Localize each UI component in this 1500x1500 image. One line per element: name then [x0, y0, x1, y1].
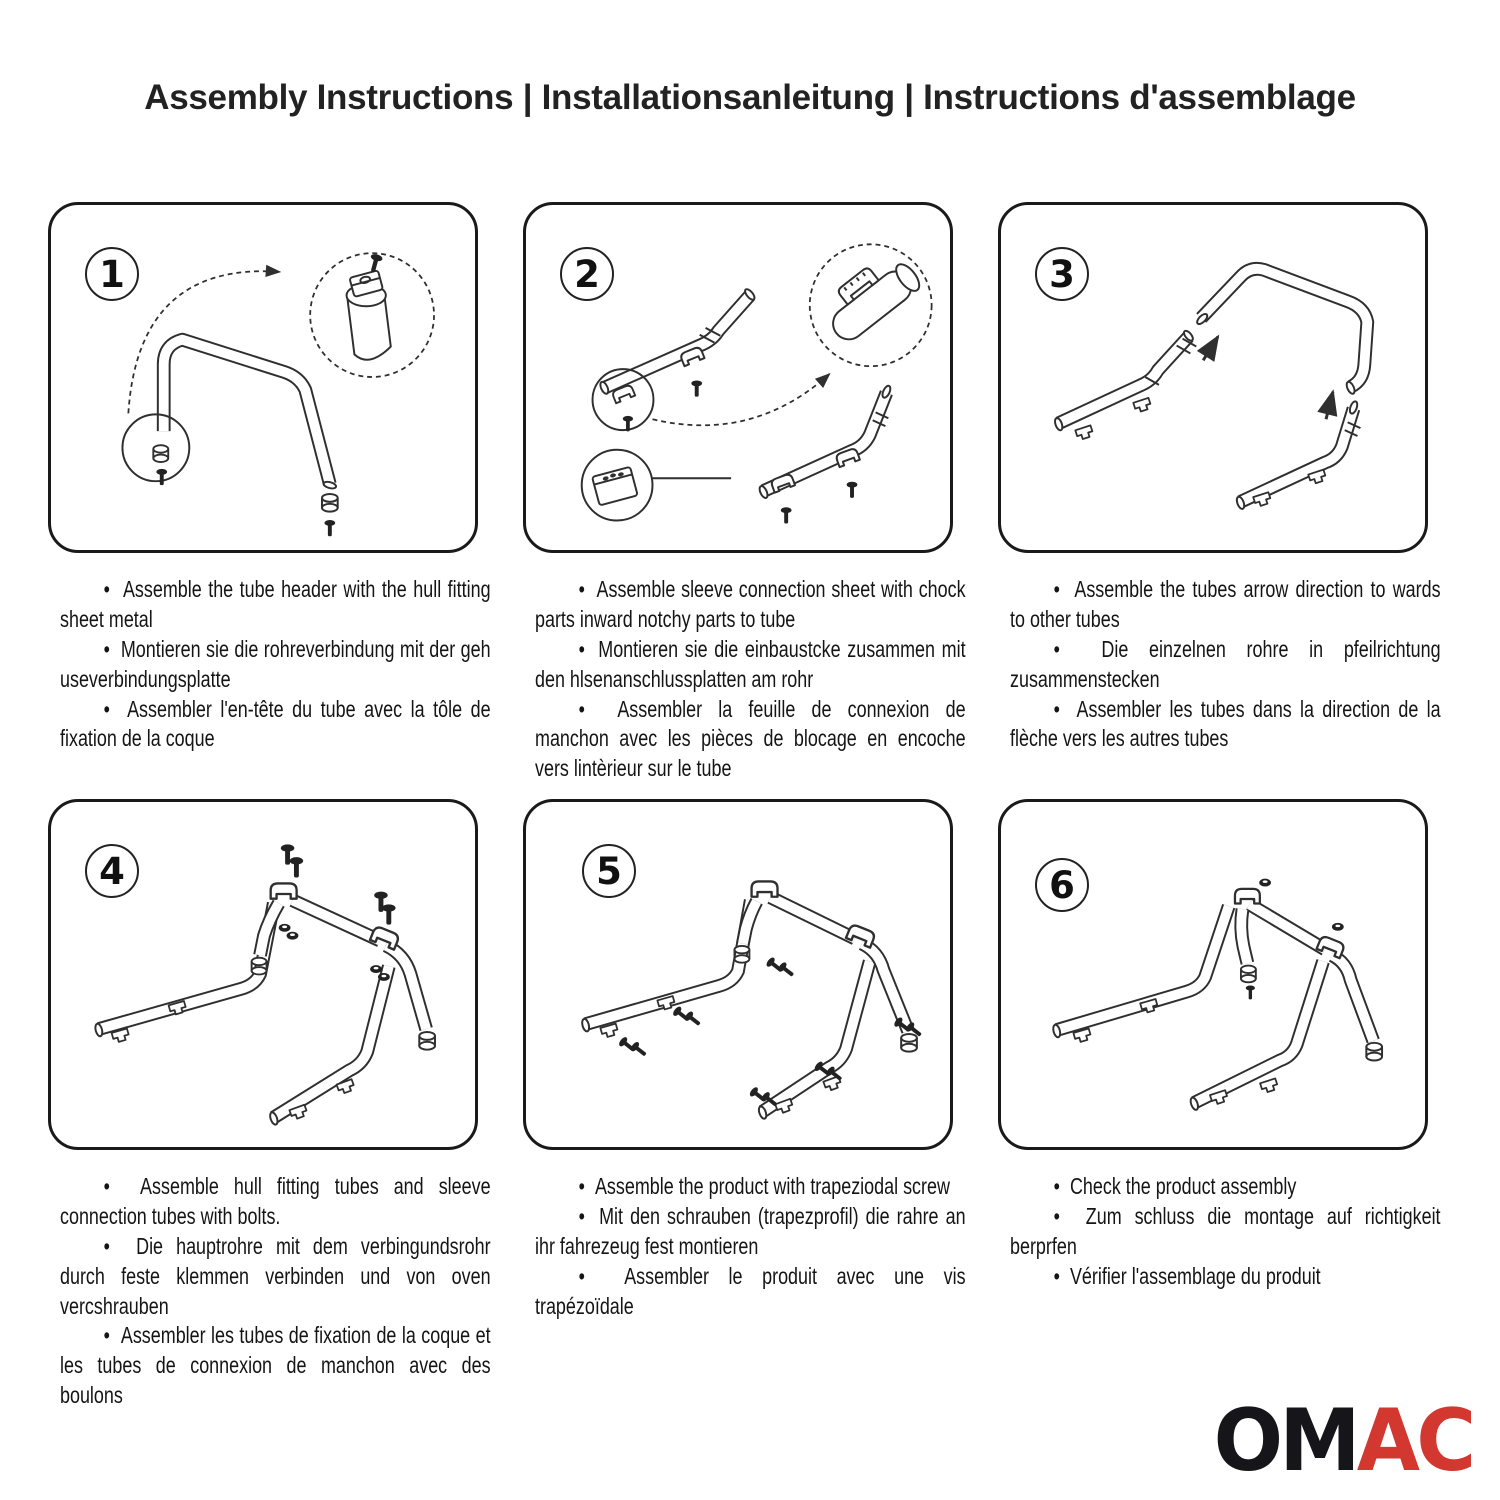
step-3-caption [1010, 575, 1441, 793]
screw-icon [1246, 986, 1255, 1000]
clamp-icon [1235, 889, 1260, 904]
clamp-icon [370, 926, 400, 950]
main-tube-icon [164, 340, 337, 490]
bullet-fr: • Assembler les tubes de fixation de la coque et les tubes de connexion de manchon avec des boulons [60, 1321, 491, 1411]
step-6 [998, 799, 1441, 1411]
foot-bracket-icon [1075, 425, 1093, 440]
logo-text-red: AC [1356, 1391, 1472, 1491]
step-number-badge [1035, 247, 1089, 301]
step-number-badge [1035, 858, 1089, 912]
lower-tube-icon [1235, 400, 1360, 510]
step-number: 6 [1049, 863, 1075, 907]
step-5-caption [535, 1172, 966, 1390]
direction-arrow [1203, 337, 1218, 361]
steps-grid [0, 118, 1500, 1411]
step-number: 1 [99, 252, 125, 296]
step-5 [523, 799, 966, 1411]
screw-icon [781, 507, 792, 523]
step-number: 3 [1049, 252, 1075, 296]
screw-icon [324, 520, 335, 536]
bullet-de: • Montieren sie die einbaustcke zusammen mit den hlsenanschlussplatten am rohr [535, 635, 966, 695]
screw-icon [367, 253, 383, 273]
bullet-en: • Assemble the tubes arrow direction to wards to other tubes [1010, 575, 1441, 635]
step-6-panel [998, 799, 1428, 1150]
cap-icon [901, 1034, 917, 1052]
bullet-fr: • Assembler le produit avec une vis trapézoïdale [535, 1262, 966, 1322]
screw-pair-icon [765, 956, 796, 979]
step-6-diagram [1001, 802, 1425, 1147]
step-2-caption [535, 575, 966, 793]
step-1 [48, 202, 491, 793]
clamp-icon [271, 883, 297, 898]
nut-icon [279, 924, 291, 932]
bullet-fr: • Assembler la feuille de connexion de manchon avec les pièces de blocage en encoche vers lintèrieur sur le tube [535, 695, 966, 785]
step-6-caption [1010, 1172, 1441, 1390]
bullet-de: • Zum schluss die montage auf richtigkeit berprfen [1010, 1202, 1441, 1262]
nut-icon [378, 973, 390, 981]
left-tube-icon [1054, 329, 1197, 431]
guide-arrow [652, 374, 829, 425]
step-number: 4 [99, 849, 125, 893]
screw-icon [156, 469, 167, 485]
bullet-en: • Assemble the product with trapeziodal screw [535, 1172, 966, 1202]
foot-bracket-icon [1133, 398, 1151, 413]
screw-pair-icon [618, 1036, 649, 1059]
bullet-de: • Montieren sie die rohreverbindung mit der geh useverbindungsplatte [60, 635, 491, 695]
step-number: 2 [574, 252, 600, 296]
step-number: 5 [596, 849, 622, 893]
step-4 [48, 799, 491, 1411]
step-3 [998, 202, 1441, 793]
bullet-fr: • Vérifier l'assemblage du produit [1010, 1262, 1441, 1292]
rollbar-assembly-icon [1052, 904, 1373, 1111]
bullet-en: • Assemble sleeve connection sheet with chock parts inward notchy parts to tube [535, 575, 966, 635]
nut-icon [1259, 879, 1271, 887]
nut-icon [1332, 923, 1344, 931]
direction-arrow [1326, 392, 1333, 420]
step-2-panel [523, 202, 953, 553]
step-4-caption [60, 1172, 491, 1411]
bullet-en: • Assemble the tube header with the hull fitting sheet metal [60, 575, 491, 635]
screw-icon [847, 482, 858, 498]
nut-icon [287, 932, 299, 940]
top-tube-icon [1195, 269, 1367, 395]
clamp-icon [752, 881, 778, 896]
cap-icon [1366, 1043, 1382, 1061]
cap-icon [419, 1032, 435, 1050]
bolt-icon [290, 857, 304, 877]
bullet-fr: • Assembler l'en-tête du tube avec la tôle de fixation de la coque [60, 695, 491, 755]
nut-icon [370, 965, 382, 973]
step-5-panel [523, 799, 953, 1150]
bullet-de: • Die hauptrohre mit dem verbingundsrohr durch feste klemmen verbinden und von oven vercshrauben [60, 1232, 491, 1322]
cap-icon [153, 445, 168, 462]
upper-tube-icon [599, 288, 756, 395]
cap-icon [322, 494, 338, 512]
tube-end-detail [347, 253, 391, 360]
step-1-caption [60, 575, 491, 793]
step-number-badge [85, 844, 139, 898]
logo-text-black: OM [1213, 1391, 1357, 1491]
step-3-panel [998, 202, 1428, 553]
step-2 [523, 202, 966, 793]
foot-bracket-icon [1260, 1078, 1278, 1093]
bullet-fr: • Assembler les tubes dans la direction de la flèche vers les autres tubes [1010, 695, 1441, 755]
page-title: Assembly Instructions | Installationsanleitung | Instructions d'assemblage [144, 78, 1356, 117]
step-number-badge [560, 247, 614, 301]
bolt-icon [382, 904, 396, 924]
sleeve-plate-icon [592, 467, 638, 506]
step-number-badge [85, 247, 139, 301]
step-1-panel [48, 202, 478, 553]
cap-icon [1241, 966, 1256, 983]
bullet-de: • Die einzelnen rohre in pfeilrichtung zusammenstecken [1010, 635, 1441, 695]
bullet-de: • Mit den schrauben (trapezprofil) die rahre an ihr fahrezeug fest montieren [535, 1202, 966, 1262]
clamp-on-tube-detail [816, 246, 924, 345]
screw-pair-icon [672, 1005, 703, 1028]
bullet-en: • Assemble hull fitting tubes and sleeve connection tubes with bolts. [60, 1172, 491, 1232]
step-4-panel [48, 799, 478, 1150]
step-number-badge [582, 844, 636, 898]
screw-icon [691, 380, 702, 396]
omac-logo [1213, 1391, 1472, 1491]
bullet-en: • Check the product assembly [1010, 1172, 1441, 1202]
